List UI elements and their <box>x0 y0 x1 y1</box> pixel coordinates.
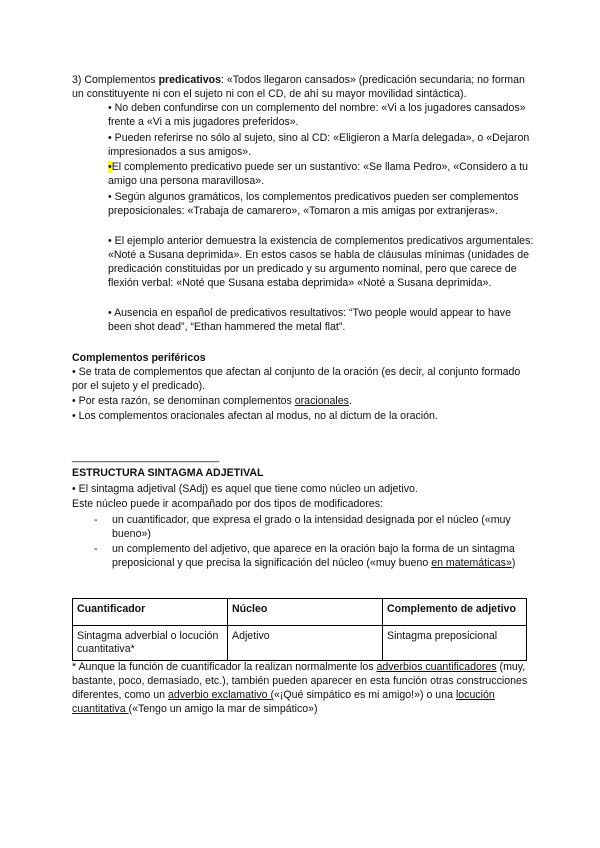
sadj-dash-item-1: un cuantificador, que expresa el grado o la intensidad designada por el núcleo («muy bueno») <box>112 514 511 540</box>
table-cell: Sintagma adverbial o locución cuantitativa* <box>73 626 228 661</box>
sadj-line-2: Este núcleo puede ir acompañado por dos tipos de modificadores: <box>72 498 383 510</box>
adverbio-exclamativo-link[interactable]: adverbio exclamativo ( <box>168 689 274 701</box>
predicativos-bullet-4: • Según algunos gramáticos, los complementos predicativos pueden ser complementos preposicionales: «Trabaja de camarero», «Tomaron a mis amigas por extranjeras». <box>108 191 519 217</box>
perifericos-line-3: • Los complementos oracionales afectan al modus, no al dictum de la oración. <box>72 410 438 422</box>
table-header-row <box>73 599 527 626</box>
table-header-cell: Cuantificador <box>73 599 228 626</box>
predicativos-bullet-6: • Ausencia en español de predicativos resultativos: “Two people would appear to have been shot dead”, “Ethan hammered the metal flat”. <box>108 307 511 333</box>
table-cell: Sintagma preposicional <box>383 626 527 661</box>
locucion-cuantitativa-link[interactable]: locución cuantitativa <box>72 689 495 715</box>
table-cell: Adjetivo <box>228 626 383 661</box>
predicativos-bullet-1: • No deben confundirse con un complemento del nombre: «Vi a los jugadores cansados» frente a «Vi a mis jugadores preferidos». <box>108 102 526 128</box>
sadj-dash-item-2: un complemento del adjetivo, que aparece en la oración bajo la forma de un sintagma preposicional y que precisa la significación del núcleo («muy bueno en matemáticas») <box>112 543 516 569</box>
predicativos-intro: 3) Complementos predicativos: «Todos llegaron cansados» (predicación secundaria; no forman un constituyente ni con el sujeto ni con el CD, de ahí su mayor movilidad sintáctica). <box>72 74 525 100</box>
predicativos-bullet-5: • El ejemplo anterior demuestra la existencia de complementos predicativos argumentales: «Noté a Susana deprimida». En estos casos se habla de cláusulas mínimas (unidades de predicación constituidas por un predicado y su argumento nominal, pero que carece de flexión verbal: «Noté que Susana estaba deprimida» «Noté a Susana deprimida». <box>108 235 534 289</box>
oracionales-link[interactable]: oracionales <box>294 395 349 407</box>
dash-marker-1: - <box>94 514 98 526</box>
adverbios-cuantificadores-link[interactable]: adverbios cuantificadores <box>376 661 497 673</box>
sadj-table <box>72 598 527 661</box>
sadj-line-1: • El sintagma adjetival (SAdj) es aquel que tiene como núcleo un adjetivo. <box>72 483 418 495</box>
highlight-mark: • <box>108 161 112 173</box>
predicativos-bullet-2: • Pueden referirse no sólo al sujeto, sino al CD: «Eligieron a María delegada», o «Dejaron impresionados a sus amigos». <box>108 132 530 158</box>
section-divider: _________________________ <box>72 451 220 463</box>
dash-marker-2: - <box>94 543 98 555</box>
table-header-cell: Complemento de adjetivo <box>383 599 527 626</box>
table-header-cell: Núcleo <box>228 599 383 626</box>
predicativos-term: predicativos <box>158 74 221 86</box>
table-footnote: * Aunque la función de cuantificador la realizan normalmente los adverbios cuantificadores (muy, bastante, poco, demasiado, etc.), también pueden aparecer en esta función otras construcciones diferentes, como un adverbio exclamativo («¡Qué simpático es mi amigo!») o una locución cuantitativa («Tengo un amigo la mar de simpático») <box>72 661 528 715</box>
predicativos-bullet-3: •El complemento predicativo puede ser un sustantivo: «Se llama Pedro», «Considero a tu amigo una persona maravillosa». <box>108 161 529 187</box>
table-row <box>73 626 527 661</box>
perifericos-line-1: • Se trata de complementos que afectan al conjunto de la oración (es decir, al conjunto formado por el sujeto y el predicado). <box>72 366 521 392</box>
perifericos-line-2: • Por esta razón, se denominan complementos oracionales. <box>72 395 352 407</box>
perifericos-heading: Complementos periféricos <box>72 352 206 364</box>
matematicas-link[interactable]: en matemáticas» <box>431 557 512 569</box>
sadj-heading: ESTRUCTURA SINTAGMA ADJETIVAL <box>72 467 264 479</box>
